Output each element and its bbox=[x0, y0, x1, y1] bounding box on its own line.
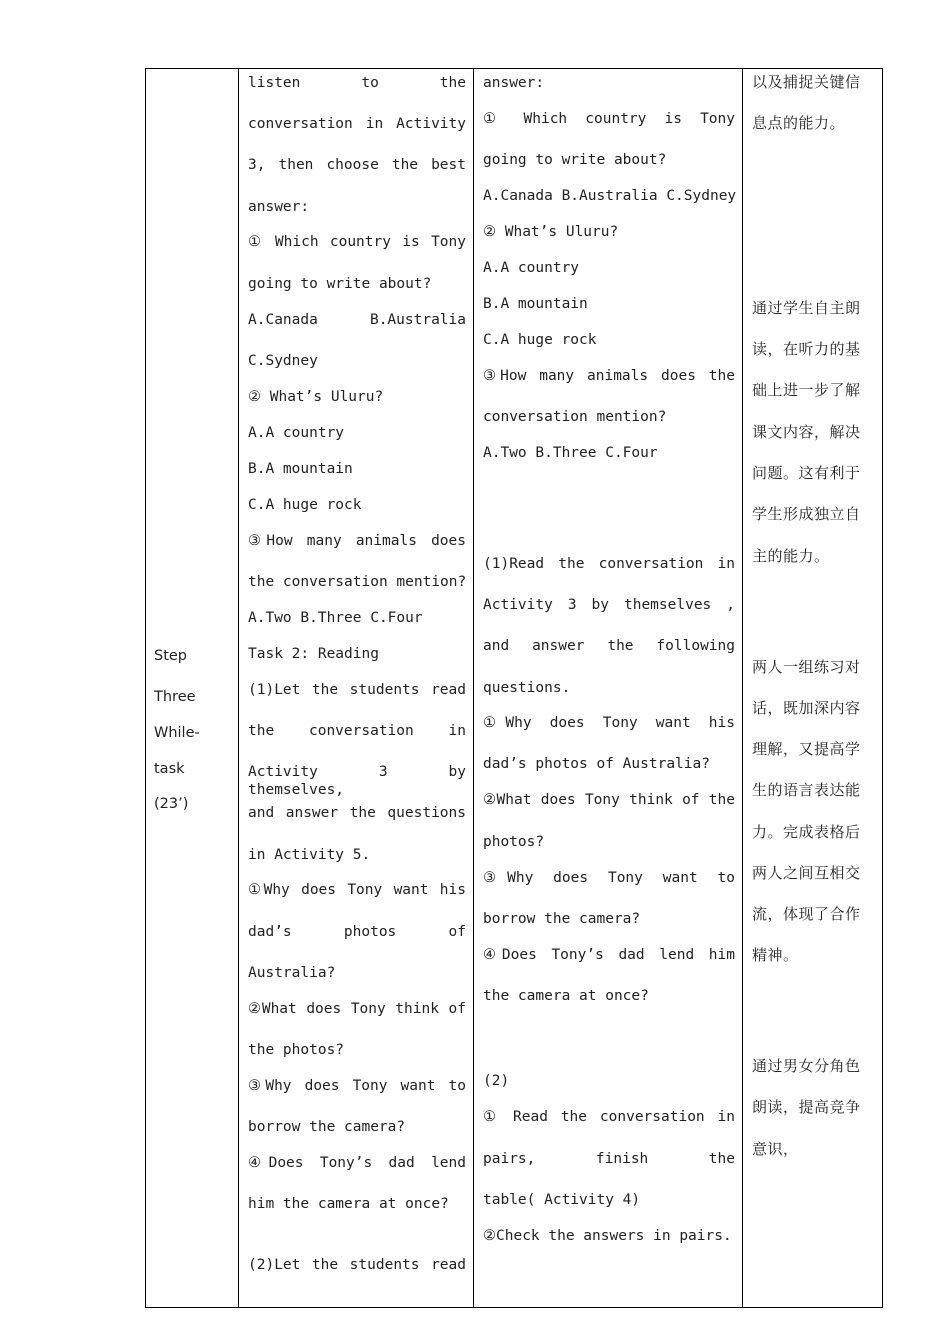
teacher-line: C.A huge rock bbox=[248, 497, 362, 513]
purpose-line: 课文内容，解决 bbox=[752, 423, 861, 441]
teacher-line: answer: bbox=[248, 199, 310, 215]
purpose-line: 读，在听力的基 bbox=[752, 340, 861, 358]
student-line: Activity 3 by themselves , bbox=[483, 597, 735, 613]
purpose-line: 两人一组练习对 bbox=[752, 658, 861, 676]
teacher-activity-column bbox=[239, 69, 473, 1307]
step-column bbox=[146, 69, 238, 1307]
student-line: ③How many animals does the bbox=[483, 368, 735, 384]
teacher-line: ① Which country is Tony bbox=[248, 234, 466, 250]
student-line: A.Canada B.Australia C.Sydney bbox=[483, 188, 737, 204]
teacher-line: 3, then choose the best bbox=[248, 157, 466, 173]
purpose-line: 精神。 bbox=[752, 946, 799, 964]
student-line: ③Why does Tony want to bbox=[483, 870, 735, 886]
purpose-line: 话，既加深内容 bbox=[752, 699, 861, 717]
purpose-line: 息点的能力。 bbox=[752, 114, 846, 132]
teacher-line: conversation in Activity bbox=[248, 116, 466, 132]
purpose-line: 通过学生自主朗 bbox=[752, 299, 861, 317]
student-line: pairs, finish the bbox=[483, 1151, 735, 1167]
purpose-line: 学生形成独立自 bbox=[752, 505, 861, 523]
teacher-line: C.Sydney bbox=[248, 353, 318, 369]
student-line: ① Read the conversation in bbox=[483, 1109, 735, 1125]
teacher-line: dad’s photos of bbox=[248, 924, 466, 940]
teacher-line: listen to the bbox=[248, 75, 466, 91]
purpose-line: 生的语言表达能 bbox=[752, 781, 861, 799]
student-activity-cell bbox=[474, 69, 743, 1308]
purpose-line: 力。完成表格后 bbox=[752, 823, 861, 841]
purpose-line: 意识， bbox=[752, 1140, 799, 1158]
student-line: ① Which country is Tony bbox=[483, 111, 735, 127]
student-line: borrow the camera? bbox=[483, 911, 641, 927]
step-cell bbox=[146, 69, 239, 1308]
student-line: (1)Read the conversation in bbox=[483, 556, 735, 572]
student-line: ② What’s Uluru? bbox=[483, 224, 619, 240]
student-line: A.Two B.Three C.Four bbox=[483, 445, 658, 461]
teacher-line: B.A mountain bbox=[248, 461, 353, 477]
teacher-line: (2)Let the students read bbox=[248, 1257, 466, 1273]
student-line: conversation mention? bbox=[483, 409, 667, 425]
teacher-line: borrow the camera? bbox=[248, 1119, 406, 1135]
design-purpose-cell bbox=[743, 69, 883, 1308]
purpose-line: 以及捕捉关键信 bbox=[752, 73, 861, 91]
student-line: going to write about? bbox=[483, 152, 667, 168]
teacher-line: A.Canada B.Australia bbox=[248, 312, 466, 328]
teacher-line: Australia? bbox=[248, 965, 336, 981]
teacher-line: Activity 3 by themselves, bbox=[248, 764, 466, 798]
teacher-line: ② What’s Uluru? bbox=[248, 389, 384, 405]
step-line: While- bbox=[154, 725, 200, 741]
lesson-table bbox=[145, 68, 883, 1308]
student-line: ④Does Tony’s dad lend him bbox=[483, 947, 735, 963]
teacher-line: going to write about? bbox=[248, 276, 432, 292]
purpose-line: 理解，又提高学 bbox=[752, 740, 861, 758]
student-line: C.A huge rock bbox=[483, 332, 597, 348]
purpose-line: 流，体现了合作 bbox=[752, 905, 861, 923]
step-line: (23’) bbox=[154, 796, 189, 812]
student-line: ①Why does Tony want his bbox=[483, 715, 735, 731]
table-row bbox=[146, 69, 883, 1308]
purpose-line: 朗读，提高竞争 bbox=[752, 1098, 861, 1116]
student-line: dad’s photos of Australia? bbox=[483, 756, 710, 772]
teacher-line: him the camera at once? bbox=[248, 1196, 449, 1212]
student-line: A.A country bbox=[483, 260, 580, 276]
purpose-line: 础上进一步了解 bbox=[752, 381, 861, 399]
student-line: (2) bbox=[483, 1073, 510, 1089]
student-line: answer: bbox=[483, 75, 545, 91]
purpose-line: 问题。这有利于 bbox=[752, 464, 861, 482]
purpose-line: 主的能力。 bbox=[752, 547, 830, 565]
teacher-activity-cell bbox=[239, 69, 474, 1308]
teacher-line: A.A country bbox=[248, 425, 345, 441]
step-line: Three bbox=[154, 689, 196, 705]
teacher-line: ②What does Tony think of bbox=[248, 1001, 466, 1017]
teacher-line: ①Why does Tony want his bbox=[248, 882, 466, 898]
teacher-line: (1)Let the students read bbox=[248, 682, 466, 698]
purpose-line: 两人之间互相交 bbox=[752, 864, 861, 882]
student-line: B.A mountain bbox=[483, 296, 588, 312]
student-line: and answer the following bbox=[483, 638, 735, 654]
teacher-line: ③How many animals does bbox=[248, 533, 466, 549]
design-purpose-column bbox=[743, 69, 882, 1307]
student-line: table( Activity 4) bbox=[483, 1192, 641, 1208]
student-activity-column bbox=[474, 69, 742, 1307]
teacher-line: ③Why does Tony want to bbox=[248, 1078, 466, 1094]
teacher-line: ④Does Tony’s dad lend bbox=[248, 1155, 466, 1171]
teacher-line: and answer the questions bbox=[248, 805, 466, 821]
teacher-line: the conversation in bbox=[248, 723, 466, 739]
teacher-line: in Activity 5. bbox=[248, 847, 371, 863]
student-line: photos? bbox=[483, 834, 545, 850]
student-line: ②What does Tony think of the bbox=[483, 792, 735, 808]
student-line: the camera at once? bbox=[483, 988, 649, 1004]
student-line: questions. bbox=[483, 680, 571, 696]
purpose-line: 通过男女分角色 bbox=[752, 1057, 861, 1075]
student-line: ②Check the answers in pairs. bbox=[483, 1228, 732, 1244]
teacher-line: the photos? bbox=[248, 1042, 345, 1058]
teacher-line: Task 2: Reading bbox=[248, 646, 379, 662]
step-line: Step bbox=[154, 648, 188, 664]
step-line: task bbox=[154, 761, 185, 777]
teacher-line: A.Two B.Three C.Four bbox=[248, 610, 423, 626]
teacher-line: the conversation mention? bbox=[248, 574, 467, 590]
